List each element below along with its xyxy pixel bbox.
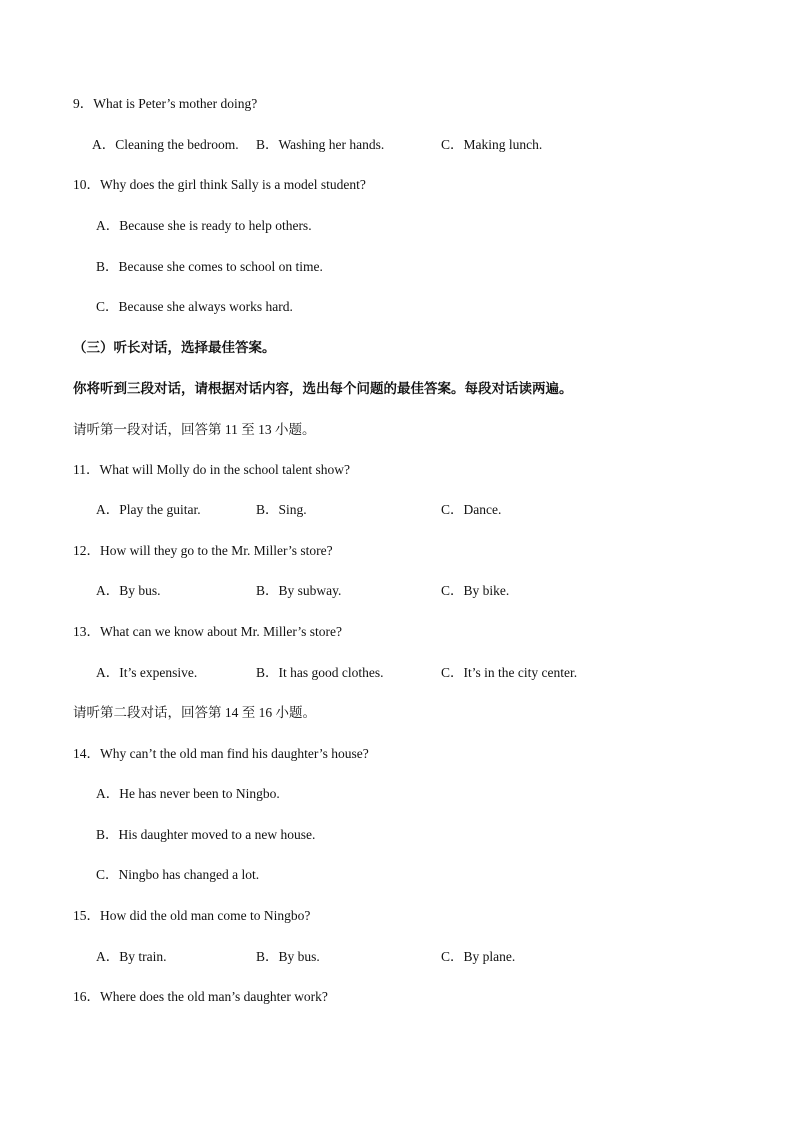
question-13-stem: 13．What can we know about Mr. Miller’s store? [73, 624, 342, 639]
question-9-stem: 9．What is Peter’s mother doing? [73, 96, 258, 111]
question-12-option-c: C．By bike. [441, 583, 510, 598]
question-10-option-a: A．Because she is ready to help others. [96, 218, 312, 233]
question-12-option-a: A．By bus. [96, 583, 161, 598]
question-9-option-c: C．Making lunch. [441, 137, 543, 152]
question-14-option-b: B．His daughter moved to a new house. [96, 827, 316, 842]
question-10-option-c: C．Because she always works hard. [96, 299, 293, 314]
question-12-option-b: B．By subway. [256, 583, 342, 598]
question-13-option-b: B．It has good clothes. [256, 665, 384, 680]
section-heading: （三）听长对话，选择最佳答案。 [73, 340, 276, 355]
question-11-option-b: B．Sing. [256, 502, 307, 517]
question-9-option-a: A．Cleaning the bedroom. [92, 137, 239, 152]
dialog-2-intro: 请听第二段对话，回答第 14 至 16 小题。 [73, 705, 316, 720]
question-14-option-c: C．Ningbo has changed a lot. [96, 867, 260, 882]
question-11-option-c: C．Dance. [441, 502, 502, 517]
question-11-option-a: A．Play the guitar. [96, 502, 201, 517]
question-13-option-c: C．It’s in the city center. [441, 665, 578, 680]
question-16-stem: 16．Where does the old man’s daughter work? [73, 989, 328, 1004]
question-10-stem: 10．Why does the girl think Sally is a model student? [73, 177, 366, 192]
dialog-1-intro: 请听第一段对话，回答第 11 至 13 小题。 [73, 422, 316, 437]
question-15-option-c: C．By plane. [441, 949, 516, 964]
question-14-stem: 14．Why can’t the old man find his daughter’s house? [73, 746, 369, 761]
question-15-option-a: A．By train. [96, 949, 167, 964]
question-13-option-a: A．It’s expensive. [96, 665, 198, 680]
question-11-stem: 11．What will Molly do in the school talent show? [73, 462, 350, 477]
section-instruction: 你将听到三段对话，请根据对话内容，选出每个问题的最佳答案。每段对话读两遍。 [73, 381, 573, 396]
question-15-option-b: B．By bus. [256, 949, 320, 964]
question-10-option-b: B．Because she comes to school on time. [96, 259, 323, 274]
question-15-stem: 15．How did the old man come to Ningbo? [73, 908, 311, 923]
question-9-option-b: B．Washing her hands. [256, 137, 385, 152]
question-14-option-a: A．He has never been to Ningbo. [96, 786, 280, 801]
question-12-stem: 12．How will they go to the Mr. Miller’s store? [73, 543, 333, 558]
